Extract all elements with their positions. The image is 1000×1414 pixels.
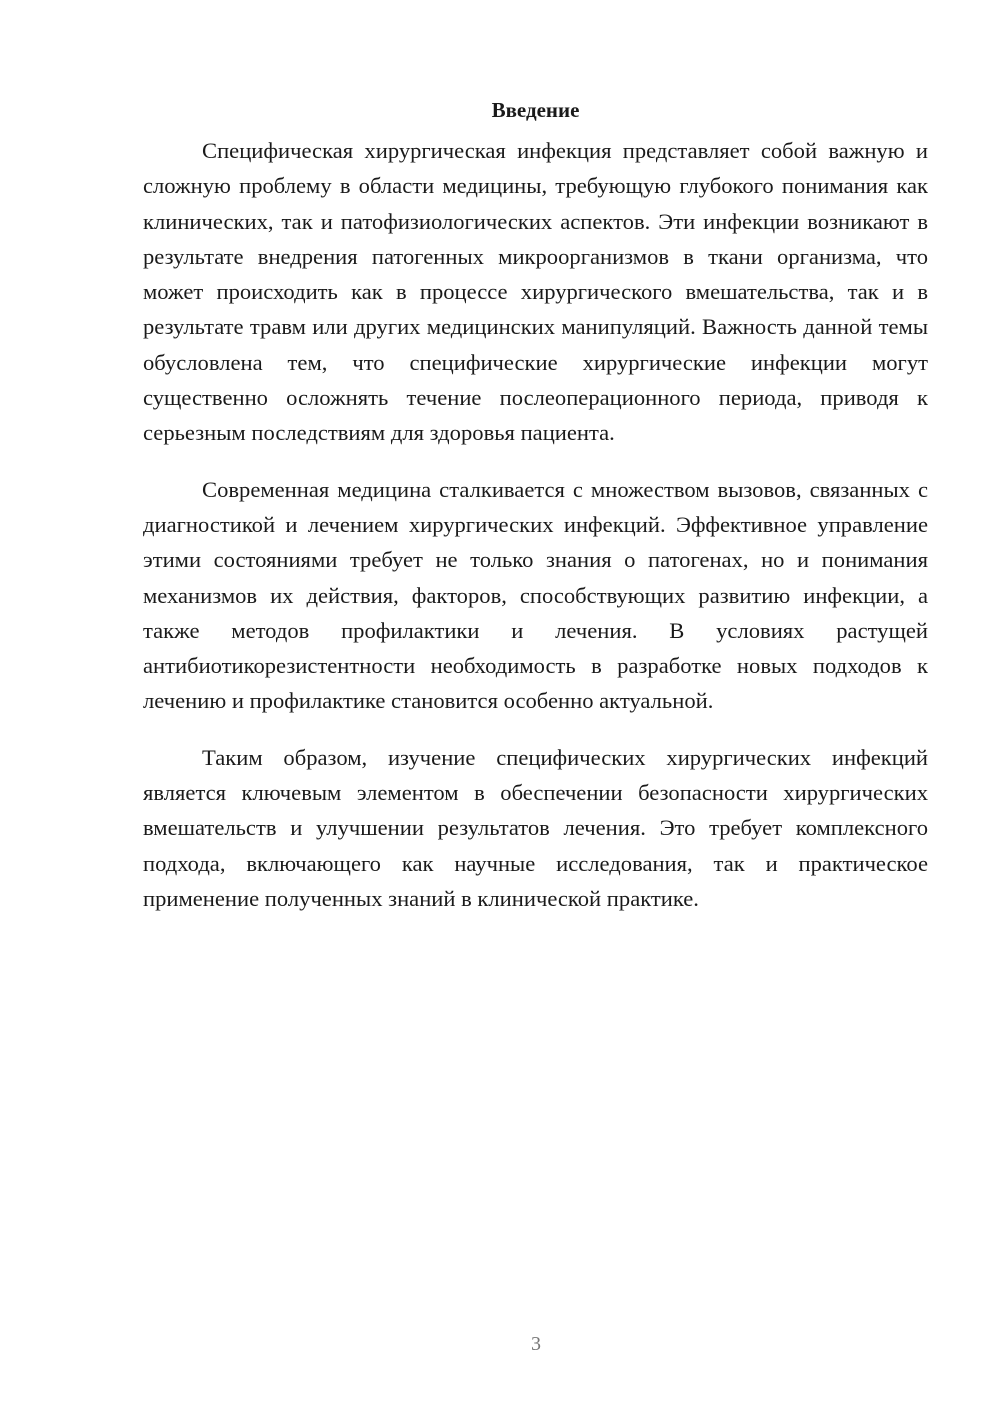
page-content	[143, 93, 928, 916]
paragraph-3: Таким образом, изучение специфических хирургических инфекций является ключевым элементом в обеспечении безопасности хирургических вмешательств и улучшении результатов лечения. Это требует комплексного подхода, включающего как научные исследования, так и практическое применение полученных знаний в клинической практике.	[143, 744, 928, 911]
paragraph-2: Современная медицина сталкивается с множеством вызовов, связанных с диагностикой и лечением хирургических инфекций. Эффективное управление этими состояниями требует не только знания о патогенах, но и понимания механизмов их действия, факторов, способствующих развитию инфекции, а также методов профилактики и лечения. В условиях растущей антибиотикорезистентности необходимость в разработке новых подходов к лечению и профилактике становится особенно актуальной.	[143, 476, 928, 714]
paragraph-1: Специфическая хирургическая инфекция представляет собой важную и сложную проблему в области медицины, требующую глубокого понимания как клинических, так и патофизиологических аспектов. Эти инфекции возникают в результате внедрения патогенных микроорганизмов в ткани организма, что может происходить как в процессе хирургического вмешательства, так и в результате травм или других медицинских манипуляций. Важность данной темы обусловлена тем, что специфические хирургические инфекции могут существенно осложнять течение послеоперационного периода, приводя к серьезным последствиям для здоровья пациента.	[143, 138, 928, 446]
section-title: Введение	[491, 98, 580, 122]
page-number: 3	[531, 1333, 541, 1355]
